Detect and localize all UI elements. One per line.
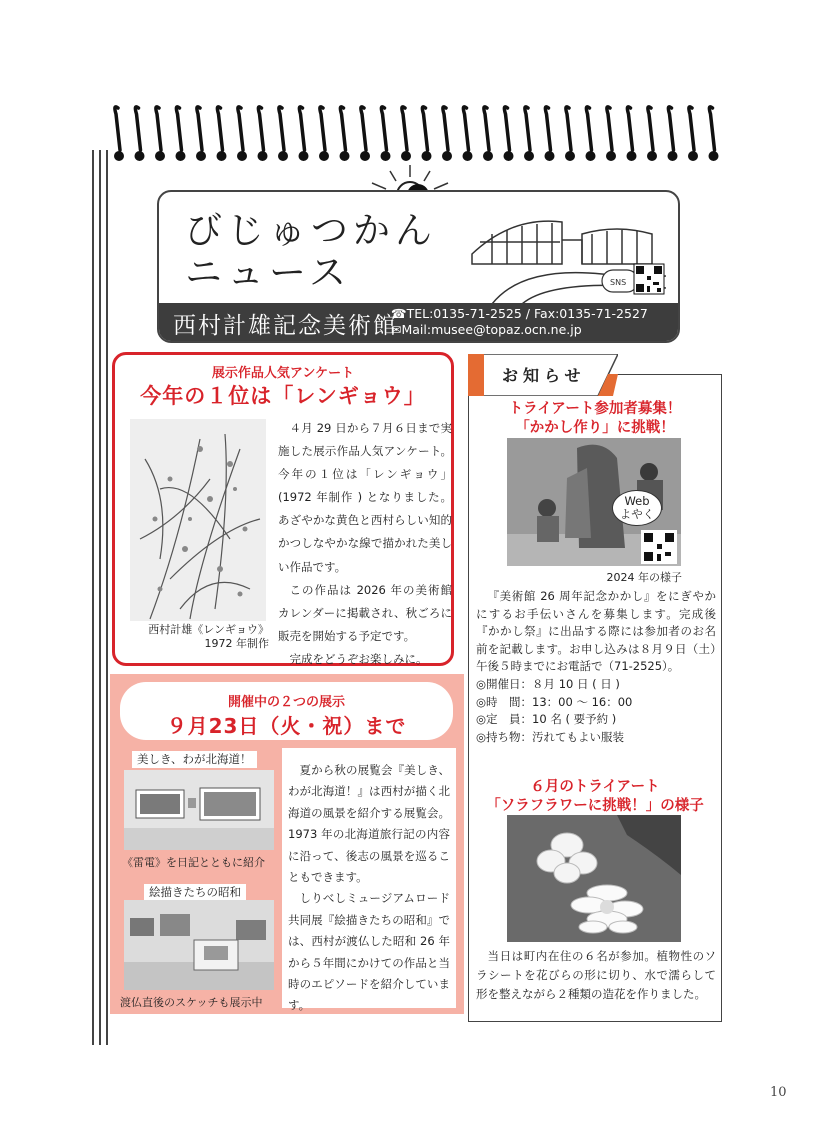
- spiral-ring: [114, 107, 124, 161]
- exhibit1-photo: [124, 770, 274, 850]
- museum-building-illustration: [452, 204, 666, 304]
- spiral-ring: [217, 107, 227, 161]
- artwork-caption: 西村計雄《レンギョウ》 1972 年制作: [148, 623, 269, 650]
- exhibit2-photo: [124, 900, 274, 990]
- exhibit2-caption: 渡仏直後のスケッチも展示中: [120, 996, 263, 1009]
- contact-info: [391, 306, 648, 338]
- museum-name: 西村計雄記念美術館: [173, 313, 398, 339]
- spiral-ring: [237, 107, 247, 161]
- spiral-ring: [504, 107, 514, 161]
- exhibitions-heading: [120, 682, 453, 740]
- exhibitions-label: 開催中の２つの展示: [227, 695, 345, 710]
- spiral-ring: [340, 107, 350, 161]
- survey-headline: 今年の１位は「レンギョウ」: [140, 384, 426, 408]
- newsletter-header: [157, 190, 680, 343]
- web-reservation-bubble[interactable]: Web よやく: [612, 490, 662, 526]
- spiral-ring: [196, 107, 206, 161]
- spiral-ring: [360, 107, 370, 161]
- mail-address[interactable]: ✉Mail:musee@topaz.ocn.ne.jp: [391, 322, 582, 337]
- spiral-ring: [627, 107, 637, 161]
- spiral-ring: [688, 107, 698, 161]
- spiral-ring: [135, 107, 145, 161]
- spiral-ring: [319, 107, 329, 161]
- spiral-ring: [606, 107, 616, 161]
- spiral-ring: [176, 107, 186, 161]
- trial-body: 『美術館 26 周年記念かかし』をにぎやかにするお手伝いさんを募集します。完成後『かかし祭』に出品する際には参加者のお名前を記載します。お申し込みは８月９日（土）午後５時までにお電話で（71-2525）。 ◎開催日：８月 10 日 ( 日 ) ◎時 間：13：00 ～ 16：00 ◎定 員：10 名 ( 要予約 ) ◎持ち物：汚れてもよい服装: [476, 589, 716, 744]
- spiral-binding: [108, 100, 728, 170]
- sola-flower-photo: [507, 815, 681, 942]
- report-headline: ６月のトライアート 「ソラフラワーに挑戦！」の様子: [486, 779, 704, 814]
- spiral-ring: [422, 107, 432, 161]
- survey-label: 展示作品人気アンケート: [211, 366, 355, 381]
- spiral-ring: [647, 107, 657, 161]
- notices-title: お知らせ: [502, 366, 586, 385]
- exhibit2-label: 絵描きたちの昭和: [144, 884, 246, 901]
- spiral-ring: [524, 107, 534, 161]
- spiral-ring: [545, 107, 555, 161]
- spiral-ring: [483, 107, 493, 161]
- spiral-ring: [709, 107, 719, 161]
- spiral-ring: [463, 107, 473, 161]
- spiral-ring: [586, 107, 596, 161]
- tel-fax: ☎TEL:0135-71-2525 / Fax:0135-71-2527: [391, 306, 648, 321]
- spiral-ring: [401, 107, 411, 161]
- report-body: 当日は町内在住の６名が参加。植物性のソラシートを花びらの形に切り、水で濡らして形を整えながら２種類の造花を作りました。: [476, 949, 716, 1001]
- spiral-ring: [565, 107, 575, 161]
- spiral-ring: [442, 107, 452, 161]
- exhibit1-label: 美しき、わが北海道！: [132, 751, 257, 768]
- survey-section: [112, 352, 454, 666]
- survey-body: ４月 29 日から７月６日まで実施した展示作品人気アンケート。今年の１位は「レンギョウ」(1972 年制作 ) となりました。あざやかな黄色と西村らしい知的かつしなやかな線で描かれた美しい作品です。 この作品は 2026 年の美術館カレンダーに掲載され、秋ごろに販売を開始する予定です。 完成をどうぞお楽しみに。: [278, 421, 452, 666]
- exhibitions-body: 夏から秋の展覧会『美しき、わが北海道！』は西村が描く北海道の風景を紹介する展覧会。1973 年の北海道旅行記の内容に沿って、後志の風景を巡ることもできます。 しりべしミュージアムロード共同展『絵描きたちの昭和』では、西村が渡仏した昭和 26 年から５年間にかけての作品と当時のエピソードを紹介しています。: [282, 748, 456, 1008]
- spiral-ring: [155, 107, 165, 161]
- trial-headline: トライアート参加者募集！ 「かかし作り」に挑戦！: [508, 401, 682, 436]
- header-contact-band: [159, 303, 678, 341]
- margin-lines: [92, 150, 108, 1045]
- page-number: 10: [770, 1085, 787, 1100]
- spiral-ring: [299, 107, 309, 161]
- exhibitions-headline: ９月23日（火・祝）まで: [166, 714, 407, 738]
- spiral-ring: [278, 107, 288, 161]
- rengyo-artwork-image: [130, 419, 266, 621]
- spiral-ring: [381, 107, 391, 161]
- spiral-ring: [668, 107, 678, 161]
- sns-label: SNS: [610, 278, 627, 287]
- newsletter-title: びじゅつかん ニュース: [185, 209, 437, 294]
- spiral-ring: [258, 107, 268, 161]
- exhibit1-caption: 《雷電》を日記とともに紹介: [122, 856, 265, 869]
- trial-photo-caption: 2024 年の様子: [606, 571, 682, 584]
- exhibitions-section: [110, 674, 464, 1014]
